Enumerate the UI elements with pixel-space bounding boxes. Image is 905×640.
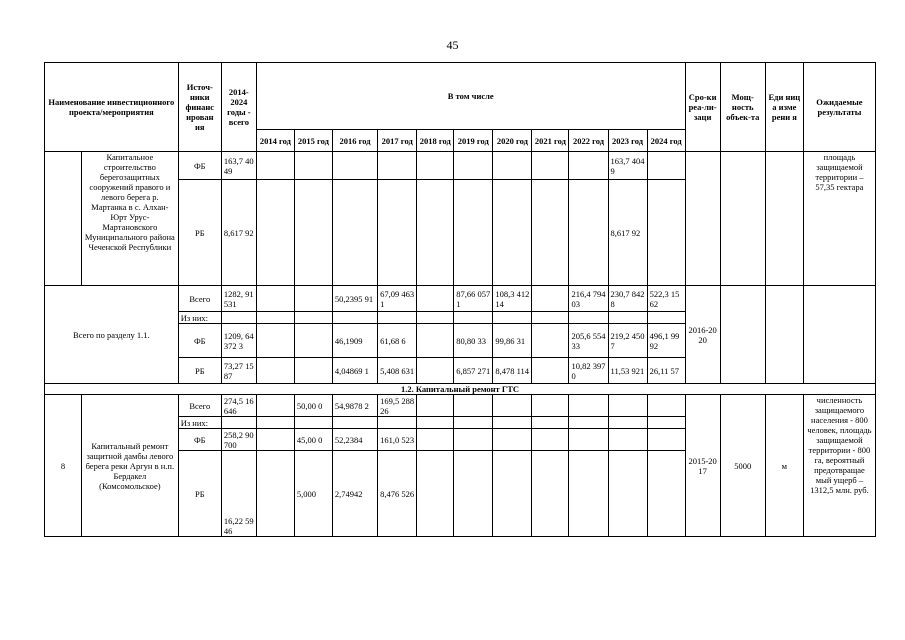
section-title: 1.2. Капитальный ремонт ГТС bbox=[45, 384, 876, 395]
year-header: 2015 год bbox=[294, 130, 332, 152]
cell-2023: 163,7 4049 bbox=[608, 152, 647, 180]
cell-total: 258,2 90700 bbox=[221, 429, 256, 451]
cell-2017: 161,0 523 bbox=[378, 429, 417, 451]
source-label: Всего bbox=[178, 286, 221, 312]
cell-2017: 67,09 4631 bbox=[378, 286, 417, 312]
cell-2016: 2,74942 bbox=[332, 451, 377, 537]
header-unit: Еди ниц а изме рени я bbox=[765, 63, 803, 152]
table-row bbox=[45, 152, 876, 180]
year-header: 2022 год bbox=[569, 130, 608, 152]
header-source: Источ-ники финанс ирован ия bbox=[178, 63, 221, 152]
cell-2023: 11,53 921 bbox=[608, 358, 647, 384]
cell-2015: 45,00 0 bbox=[294, 429, 332, 451]
cell-2023: 230,7 8428 bbox=[608, 286, 647, 312]
source-label: Всего bbox=[178, 395, 221, 417]
cell-2024: 522,3 1562 bbox=[647, 286, 685, 312]
year-header: 2024 год bbox=[647, 130, 685, 152]
cell-2019: 80,80 33 bbox=[454, 324, 493, 358]
cell-2017: 8,476 526 bbox=[378, 451, 417, 537]
cell-2023: 8,617 92 bbox=[608, 180, 647, 286]
cell-2016: 50,2395 91 bbox=[332, 286, 377, 312]
year-header: 2021 год bbox=[532, 130, 569, 152]
page-number: 45 bbox=[446, 38, 459, 52]
cell-2019: 87,66 0571 bbox=[454, 286, 493, 312]
year-header: 2018 год bbox=[417, 130, 454, 152]
project-number: 8 bbox=[45, 395, 82, 537]
header-including: В том числе bbox=[256, 63, 685, 130]
project-number bbox=[45, 152, 82, 286]
source-label: ФБ bbox=[178, 324, 221, 358]
expected-result: площадь защищаемой территории – 57,35 гектара bbox=[803, 152, 875, 286]
cell-2015: 5,000 bbox=[294, 451, 332, 537]
table-row bbox=[45, 395, 876, 417]
cell-total: 8,617 92 bbox=[221, 180, 256, 286]
project-name: Капитальный ремонт защитной дамбы левого берега реки Аргун в н.п. Бердакел (Комсомольское) bbox=[82, 395, 179, 537]
year-header: 2017 год bbox=[378, 130, 417, 152]
cell-2017: 5,408 631 bbox=[378, 358, 417, 384]
source-label: РБ bbox=[178, 358, 221, 384]
cell-2017: 61,68 6 bbox=[378, 324, 417, 358]
project-capacity: 5000 bbox=[720, 395, 765, 537]
year-header: 2020 год bbox=[493, 130, 532, 152]
cell-2016: 54,9878 2 bbox=[332, 395, 377, 417]
year-header: 2014 год bbox=[256, 130, 294, 152]
year-header: 2019 год bbox=[454, 130, 493, 152]
year-header: 2016 год bbox=[332, 130, 377, 152]
cell-2016: 4,04869 1 bbox=[332, 358, 377, 384]
cell-2024: 496,1 9992 bbox=[647, 324, 685, 358]
cell-total: 1282, 91531 bbox=[221, 286, 256, 312]
source-label: ФБ bbox=[178, 429, 221, 451]
section-total-label: Всего по разделу 1.1. bbox=[45, 286, 179, 384]
cell-total: 274,5 16646 bbox=[221, 395, 256, 417]
cell-total: 73,27 1587 bbox=[221, 358, 256, 384]
project-name: Капитальное строительство берегозащитных сооружений правого и левого берега р. Мартанка в с. Алхан-Юрт Урус-Мартановского Муниципального района Чеченской Республики bbox=[82, 152, 179, 286]
cell-2016: 46,1909 bbox=[332, 324, 377, 358]
expected-result: численность защищаемого населения - 800 человек, площадь защищаемой территории - 800 га, вероятный предотвращае мый ущерб – 1312,5 млн. руб. bbox=[803, 395, 875, 537]
cell-2022: 216,4 79403 bbox=[569, 286, 608, 312]
cell-2015: 50,00 0 bbox=[294, 395, 332, 417]
cell-2023: 219,2 4507 bbox=[608, 324, 647, 358]
project-unit: м bbox=[765, 395, 803, 537]
cell-2019: 6,857 271 bbox=[454, 358, 493, 384]
cell-total: 16,22 5946 bbox=[221, 451, 256, 537]
source-label: ФБ bbox=[178, 152, 221, 180]
header-term: Сро-ки реа-ли-заци bbox=[685, 63, 720, 152]
cell-2020: 108,3 41214 bbox=[493, 286, 532, 312]
year-header: 2023 год bbox=[608, 130, 647, 152]
cell-2022: 10,82 3970 bbox=[569, 358, 608, 384]
investment-table bbox=[44, 62, 876, 537]
of-which-label: Из них: bbox=[178, 417, 221, 429]
cell-total: 1209, 64372 3 bbox=[221, 324, 256, 358]
header-results: Ожидаемые результаты bbox=[803, 63, 875, 152]
header-total: 2014-2024 годы - всего bbox=[221, 63, 256, 152]
source-label: РБ bbox=[178, 451, 221, 537]
cell-2020: 8,478 114 bbox=[493, 358, 532, 384]
cell-2024: 26,11 57 bbox=[647, 358, 685, 384]
cell-2022: 205,6 55433 bbox=[569, 324, 608, 358]
cell-2016: 52,2384 bbox=[332, 429, 377, 451]
table-row bbox=[45, 286, 876, 312]
of-which-label: Из них: bbox=[178, 312, 221, 324]
header-name: Наименование инвестиционного проекта/мероприятия bbox=[45, 63, 179, 152]
cell-total: 163,7 4049 bbox=[221, 152, 256, 180]
source-label: РБ bbox=[178, 180, 221, 286]
cell-2017: 169,5 28826 bbox=[378, 395, 417, 417]
section-term: 2016-2020 bbox=[685, 286, 720, 384]
cell-2020: 99,86 31 bbox=[493, 324, 532, 358]
header-capacity: Мощ-ность объек-та bbox=[720, 63, 765, 152]
project-term: 2015-2017 bbox=[685, 395, 720, 537]
